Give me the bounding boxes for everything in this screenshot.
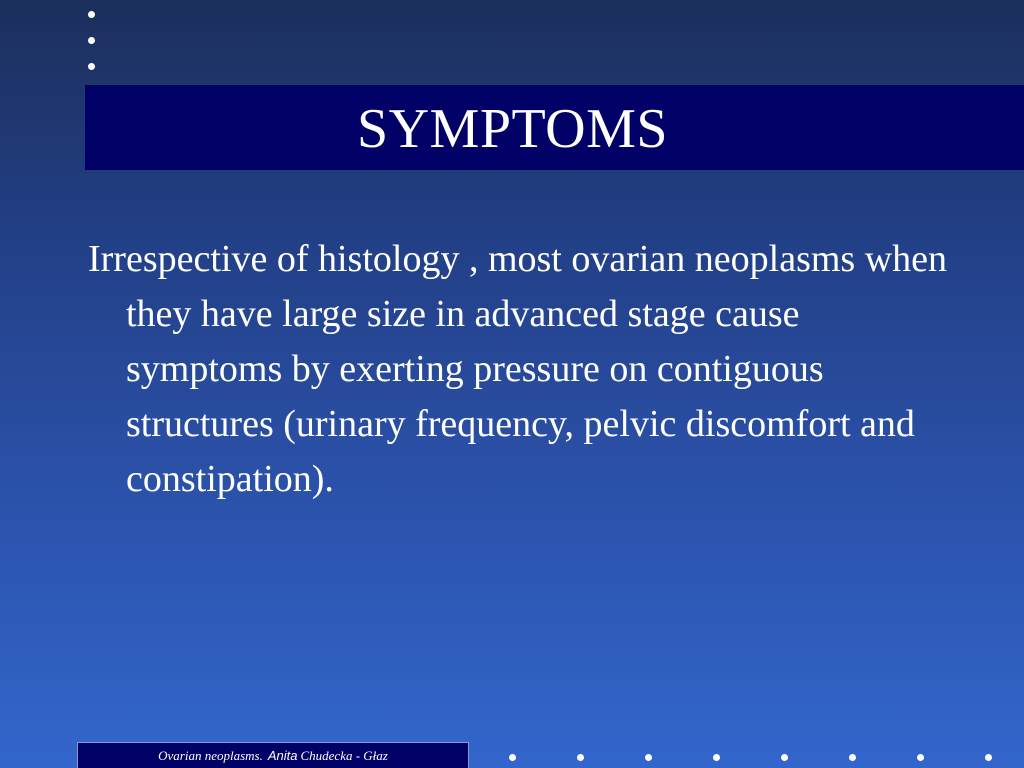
slide-title: SYMPTOMS	[356, 97, 669, 160]
dot-icon	[88, 63, 95, 70]
footer-topic: Ovarian neoplasms.	[158, 747, 263, 763]
footer-author-last-name: Chudecka - Głaz	[300, 747, 388, 763]
slide-body-text: Irrespective of histology , most ovarian neoplasms when they have large size in advanced stage cause symptoms by exerting pressure on contiguous structures (urinary frequency, pelvic discomfort and constipation).	[88, 238, 948, 500]
dot-icon	[781, 754, 788, 761]
decorative-dots-vertical	[88, 11, 98, 89]
title-bar	[85, 85, 1024, 170]
dot-icon	[88, 11, 95, 18]
dot-icon	[577, 754, 584, 761]
dot-icon	[985, 754, 992, 761]
dot-icon	[713, 754, 720, 761]
footer	[77, 742, 469, 768]
dot-icon	[917, 754, 924, 761]
dot-icon	[645, 754, 652, 761]
dot-icon	[509, 754, 516, 761]
dot-icon	[849, 754, 856, 761]
decorative-dots-horizontal	[505, 754, 1005, 764]
dot-icon	[88, 37, 95, 44]
footer-author-first-name: Anita	[267, 748, 298, 763]
